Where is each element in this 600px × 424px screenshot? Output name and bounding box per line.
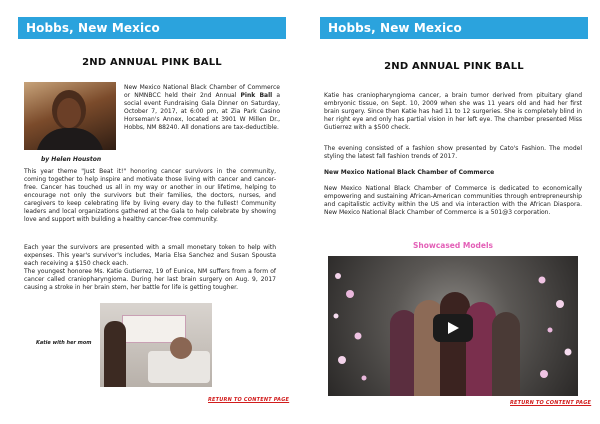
- katie-paragraph: Katie has craniopharyngioma cancer, a brain tumor derived from pituitary gland embryonic tissue, on Sept. 10, 2009 when she was 11 years old and had her first brain surgery. Since then Katie has had 11 to 12 surgeries. She is completely blind in her right eye and only has partial vision in her left eye. The chamber presented Miss Gutierrez with a $500 check.: [324, 92, 582, 131]
- left-page-title: 2ND ANNUAL PINK BALL: [82, 57, 222, 68]
- right-page: [300, 0, 600, 424]
- image-caption: Katie with her mom: [36, 340, 92, 346]
- chamber-heading: New Mexico National Black Chamber of Commerce: [324, 169, 495, 176]
- author-photo: [24, 82, 116, 150]
- fashion-paragraph: The evening consisted of a fashion show presented by Cato's Fashion. The model styling the latest fall fashion trends of 2017.: [324, 145, 582, 160]
- survivors-paragraph: Each year the survivors are presented with a small monetary token to help with expenses. This year's survivor's includes, Maria Elsa Sanchez and Susan Spousta each receiving a $150 check each. The youngest honoree Ms. Katie Gutierrez, 19 of Eunice, NM suffers from a form of cancer called craniopharyngioma. During her last brain surgery on Aug. 9, 2017 causing a stroke in her brain stem, her battle for life is getting tougher.: [24, 244, 276, 291]
- hospital-photo: [100, 303, 212, 387]
- author-caption: by Helen Houston: [41, 156, 102, 163]
- theme-paragraph: This year theme "Just Beat it!" honoring cancer survivors in the community, coming together to help inspire and motivate those living with cancer and cancer-free. Cancer has touched us all in my way or another in our lifetime, helping to encourage not only the survivors but their families, the doctors, nurses, and caregivers to keep celebrating life by living every day to the fullest! Community leaders and local organizations gathered at the Gala to help celebrate by showing love and support with building a healthy cancer-free community.: [24, 168, 276, 223]
- right-page-title: 2ND ANNUAL PINK BALL: [384, 61, 524, 72]
- return-link-right[interactable]: RETURN TO CONTENT PAGE: [510, 400, 592, 406]
- video-title: Showcased Models: [413, 241, 493, 250]
- right-page-header: Hobbs, New Mexico: [320, 17, 588, 39]
- video-player[interactable]: [328, 256, 578, 396]
- play-icon[interactable]: [433, 314, 473, 342]
- intro-paragraph: New Mexico National Black Chamber of Commerce or NMNBCC held their 2nd Annual Pink Ball a social event Fundraising Gala Dinner on Saturday, October 7, 2017, at 6:00 pm, at Zia Park Casino Horseman's Annex, located at 3901 W Millen Dr., Hobbs, NM 88240. All donations are tax-deductible.: [124, 84, 280, 131]
- chamber-paragraph: New Mexico National Black Chamber of Commerce is dedicated to economically empowering and sustaining African-American communities through entrepreneurship and capitalistic activity within the US and via interaction with the African Diaspora. New Mexico National Black Chamber of Commerce is a 501@3 corporation.: [324, 185, 582, 216]
- left-page-header: Hobbs, New Mexico: [18, 17, 286, 39]
- return-link-left[interactable]: RETURN TO CONTENT PAGE: [208, 397, 290, 403]
